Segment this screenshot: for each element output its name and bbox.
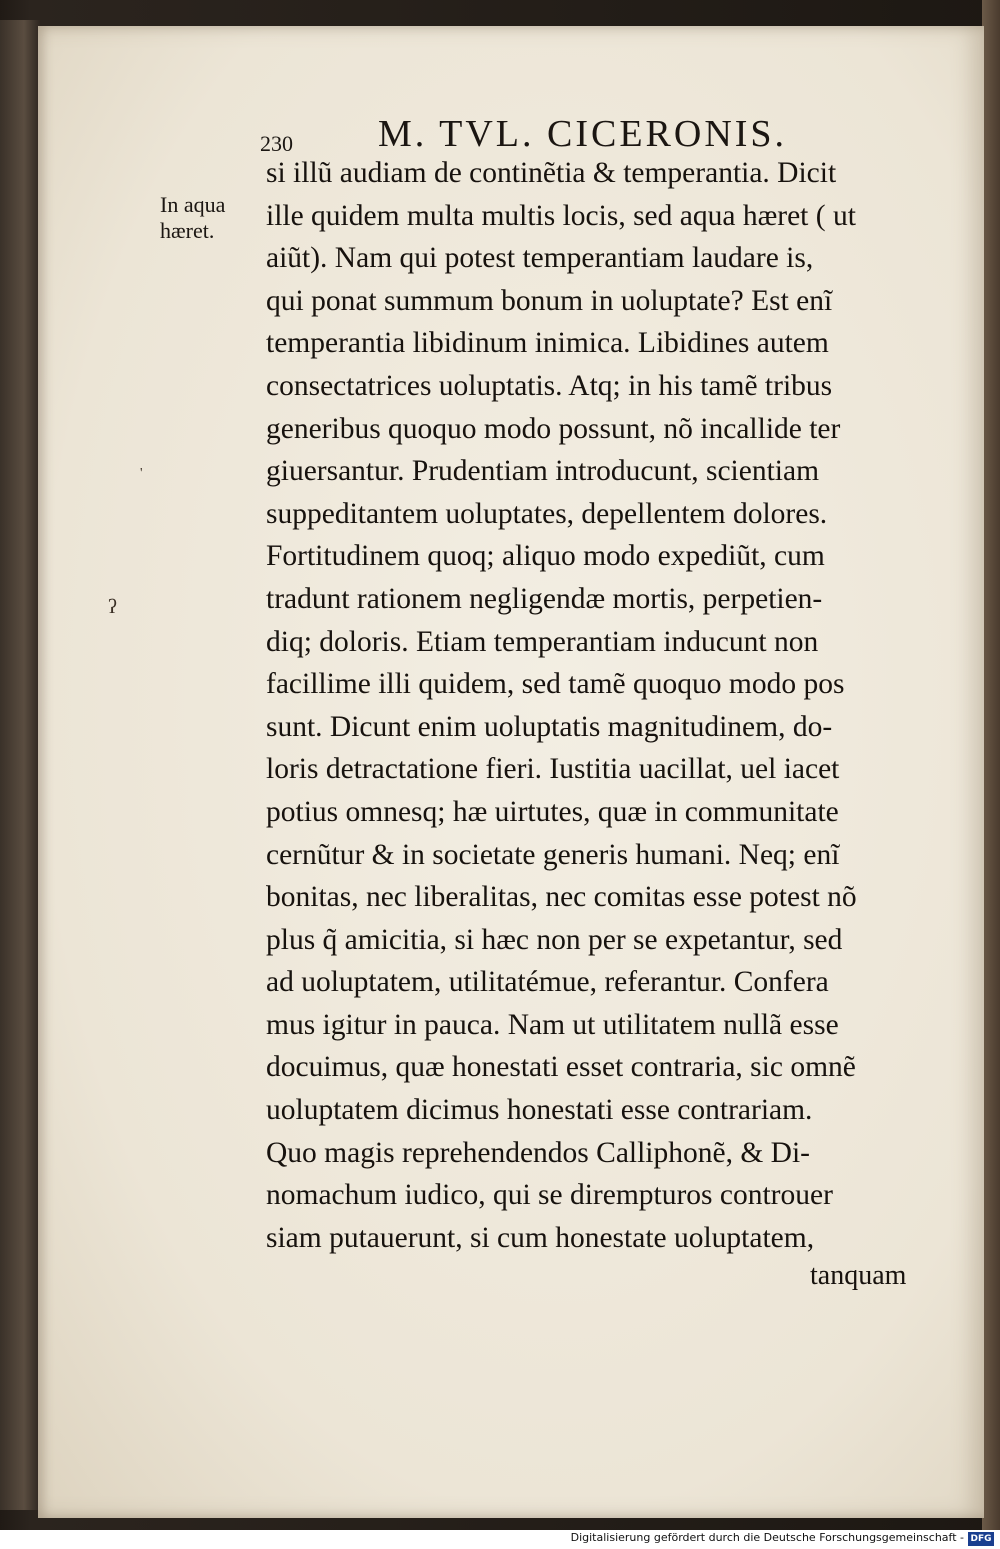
running-head: M. TVL. CICERONIS. xyxy=(378,113,788,155)
text-line: giuersantur. Prudentiam introducunt, scientiam xyxy=(266,455,820,488)
text-line: consectatrices uoluptatis. Atq; in his tamẽ tribus xyxy=(266,369,833,402)
funding-credit: Digitalisierung gefördert durch die Deutsche Forschungsgemeinschaft - xyxy=(570,1531,964,1544)
text-line: uoluptatem dicimus honestati esse contrariam. xyxy=(266,1094,813,1127)
text-line: Fortitudinem quoq; aliquo modo expediũt, cum xyxy=(266,540,825,573)
text-line: ad uoluptatem, utilitatémue, referantur. Confera xyxy=(266,966,829,999)
text-line: loris detractatione fieri. Iustitia uacillat, uel iacet xyxy=(266,753,840,786)
marginal-note-line: In aqua xyxy=(160,192,226,217)
text-line: siam putauerunt, si cum honestate uoluptatem, xyxy=(266,1221,815,1254)
text-line: temperantia libidinum inimica. Libidines autem xyxy=(266,327,829,360)
page-number: 230 xyxy=(260,131,293,156)
marginal-note-line: hæret. xyxy=(160,218,215,243)
text-line: bonitas, nec liberalitas, nec comitas esse potest nõ xyxy=(266,881,857,914)
text-line: si illũ audiam de continẽtia & temperantia. Dicit xyxy=(266,157,837,189)
text-line: docuimus, quæ honestati esset contraria, sic omnẽ xyxy=(266,1051,856,1084)
facing-page-edge xyxy=(0,20,40,1510)
dfg-logo: DFG xyxy=(968,1532,994,1546)
text-line: sunt. Dicunt enim uoluptatis magnitudinem, do- xyxy=(266,710,833,743)
stray-ink-mark: ʔ xyxy=(108,596,117,618)
text-line: ille quidem multa multis locis, sed aqua hæret ( ut xyxy=(266,199,856,232)
text-line: aiũt). Nam qui potest temperantiam laudare is, xyxy=(266,242,814,275)
text-line: mus igitur in pauca. Nam ut utilitatem nullã esse xyxy=(266,1008,839,1041)
text-line: tradunt rationem negligendæ mortis, perpetien- xyxy=(266,582,823,615)
text-line: generibus quoquo modo possunt, nõ incallide ter xyxy=(266,412,841,445)
stray-ink-mark: ' xyxy=(140,466,143,481)
text-line: facillime illi quidem, sed tamẽ quoquo modo pos xyxy=(266,668,845,701)
text-line: cernũtur & in societate generis humani. Neq; enĩ xyxy=(266,838,840,871)
text-line: qui ponat summum bonum in uoluptate? Est enĩ xyxy=(266,284,833,317)
text-line: Quo magis reprehendendos Calliphonẽ, & Di- xyxy=(266,1136,810,1169)
text-line: nomachum iudico, qui se dirempturos controuer xyxy=(266,1179,833,1212)
marginal-note xyxy=(160,192,270,244)
catchword: tanquam xyxy=(810,1260,907,1291)
text-line: potius omnesq; hæ uirtutes, quæ in communitate xyxy=(266,795,839,828)
book-fore-edge xyxy=(982,0,1000,1530)
text-line: suppeditantem uoluptates, depellentem dolores. xyxy=(266,497,828,530)
text-line: plus q̃ amicitia, si hæc non per se expetantur, sed xyxy=(266,923,843,956)
text-line: diq; doloris. Etiam temperantiam inducunt non xyxy=(266,625,819,658)
body-text xyxy=(266,152,946,1259)
